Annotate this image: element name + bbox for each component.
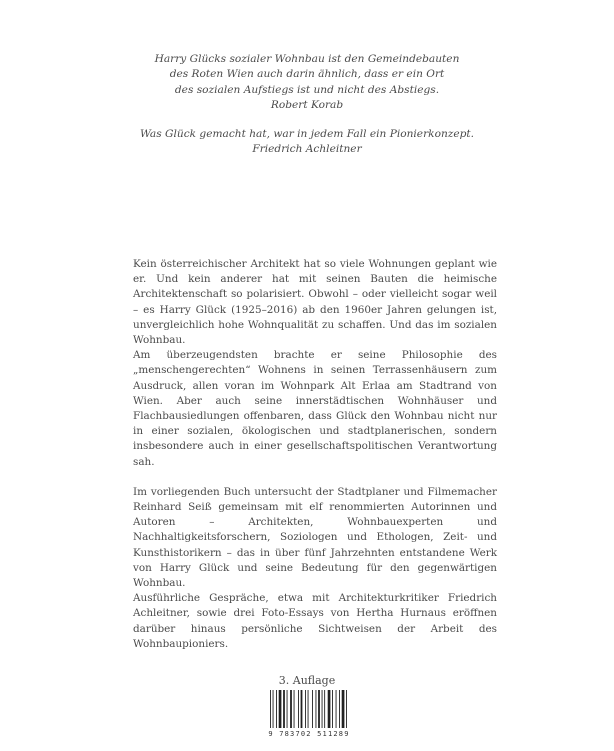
barcode-bar — [273, 690, 274, 728]
barcode-bar — [279, 690, 282, 728]
barcode-bar — [301, 690, 303, 728]
quote-1-line-3: des sozialen Aufstiegs ist und nicht des Abstiegs. — [174, 83, 440, 96]
quote-1-line-2: des Roten Wien auch darin ähnlich, dass er ein Ort — [169, 68, 445, 81]
paragraph-4: Ausführliche Gespräche, etwa mit Architekturkritiker Friedrich Achleitner, sowie drei Foto-Essays von Hertha Hurnaus eröffnen darüber hinaus persönliche Sichtweisen der Arbeit des Wohnbaupioniers. — [133, 592, 497, 650]
barcode-bar — [342, 690, 345, 728]
barcode-bar — [324, 690, 325, 728]
barcode-bar — [305, 690, 306, 728]
quote-2-author: Friedrich Achleitner — [252, 143, 362, 156]
paragraph-2: Am überzeugendsten brachte er seine Philosophie des „menschengerechten“ Wohnens in seinen Terrassenhäusern zum Ausdruck, allen voran im Wohnpark Alt Erlaa am Stadtrand von Wien. Aber auch seine innerstädtischen Wohnhäuser und Flachbausiedlungen offenbaren, dass Glück den Wohnbau nicht nur in einer sozialen, ökologischen und stadtplanerischen, sondern insbesondere auch in einer gesellschaftspolitischen Verantwortung sah. — [133, 349, 497, 468]
barcode-bar — [287, 690, 288, 728]
barcode-icon — [268, 690, 350, 730]
barcode-bar — [318, 690, 320, 728]
barcode-bar — [346, 690, 347, 728]
barcode-bar — [332, 690, 333, 728]
quote-1-line-1: Harry Glücks sozialer Wohnbau ist den Gemeindebauten — [154, 53, 460, 65]
barcode-bar — [290, 690, 292, 728]
barcode-bar — [294, 690, 295, 728]
quote-2 — [0, 127, 614, 158]
quote-1-author: Robert Korab — [270, 98, 344, 111]
isbn-number: 9 783702 511289 — [268, 730, 350, 738]
quote-2-line: Was Glück gemacht hat, war in jedem Fall ein Pionierkonzept. — [139, 128, 475, 141]
barcode-bar — [339, 690, 340, 728]
barcode-bar — [283, 690, 285, 728]
paragraph-gap — [133, 470, 497, 485]
barcode-bar — [316, 690, 317, 728]
paragraph-1: Kein österreichischer Architekt hat so viele Wohnungen geplant wie er. Und kein anderer hat mit seinen Bauten die heimische Architektenschaft so polarisiert. Obwohl – oder vielleicht sogar weil – es Harry Glück (1925–2016) ab den 1960er Jahren gelungen ist, unvergleichlich hohe Wohnqualität zu schaffen. Und das im sozialen Wohnbau. — [133, 258, 497, 347]
barcode-bar — [336, 690, 337, 728]
edition-label: 3. Auflage — [278, 674, 336, 687]
barcode-bar — [270, 690, 271, 728]
blurb-text — [133, 257, 497, 652]
isbn-barcode — [266, 690, 352, 738]
barcode-bar — [276, 690, 277, 728]
paragraph-3: Im vorliegenden Buch untersucht der Stadtplaner und Filmemacher Reinhard Seiß gemeinsam mit elf renommierten Autorinnen und Autoren – Architekten, Wohnbauexperten und Nachhaltigkeitsforschern, Soziologen und Ethologen, Zeit- und Kunsthistorikern – das in über fünf Jahrzehnten entstandene Werk von Harry Glück und seine Bedeutung für den gegenwärtigen Wohnbau. — [133, 485, 497, 590]
barcode-bar — [312, 690, 313, 728]
barcode-bar — [308, 690, 309, 728]
barcode-bar — [322, 690, 323, 728]
barcode-bar — [298, 690, 299, 728]
barcode-bar — [328, 690, 331, 728]
epigraph-quotes — [0, 52, 614, 158]
